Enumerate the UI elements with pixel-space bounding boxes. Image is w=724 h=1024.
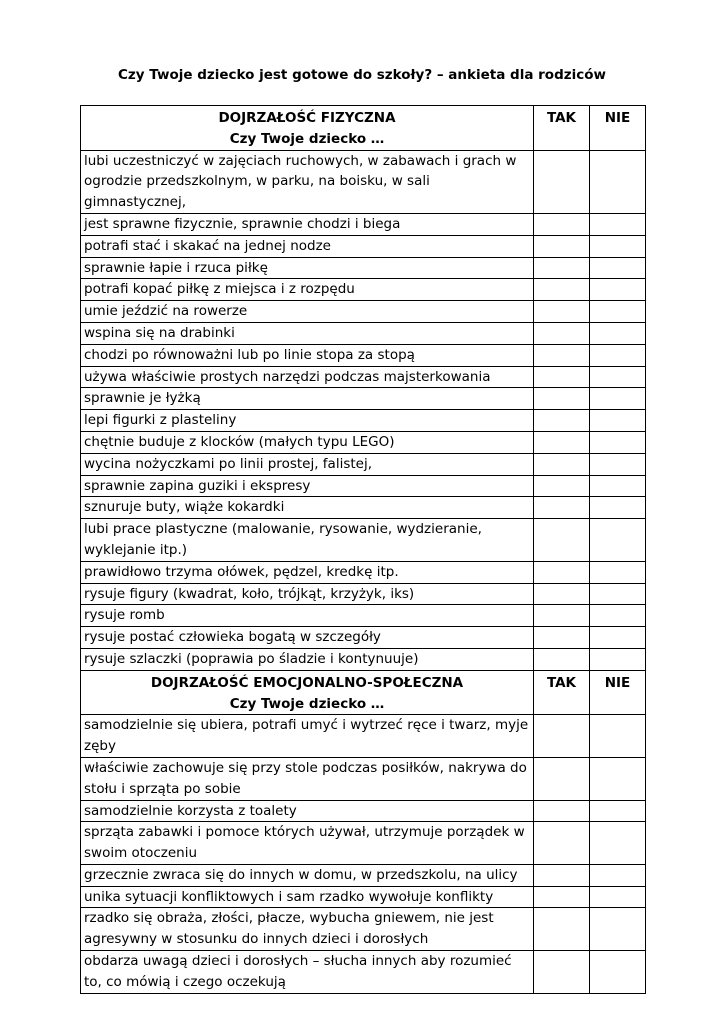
answer-tak-cell[interactable] <box>534 235 590 257</box>
column-header-nie: NIE <box>590 106 646 151</box>
question-text: jest sprawne fizycznie, sprawnie chodzi i biega <box>81 213 534 235</box>
answer-tak-cell[interactable] <box>534 366 590 388</box>
section-subtitle: Czy Twoje dziecko … <box>229 130 385 147</box>
question-row <box>81 344 646 366</box>
answer-nie-cell[interactable] <box>590 886 646 908</box>
answer-nie-cell[interactable] <box>590 279 646 301</box>
question-row <box>81 800 646 822</box>
answer-nie-cell[interactable] <box>590 627 646 649</box>
answer-tak-cell[interactable] <box>534 301 590 323</box>
answer-nie-cell[interactable] <box>590 475 646 497</box>
question-text: grzecznie zwraca się do innych w domu, w przedszkolu, na ulicy <box>81 864 534 886</box>
answer-nie-cell[interactable] <box>590 344 646 366</box>
question-row <box>81 366 646 388</box>
question-text: właściwie zachowuje się przy stole podczas posiłków, nakrywa do stołu i sprząta po sobie <box>81 757 534 800</box>
question-row <box>81 951 646 994</box>
answer-nie-cell[interactable] <box>590 388 646 410</box>
question-row <box>81 150 646 213</box>
question-text: rysuje postać człowieka bogatą w szczegóły <box>81 627 534 649</box>
question-text: rzadko się obraża, złości, płacze, wybucha gniewem, nie jest agresywny w stosunku do innych dzieci i dorosłych <box>81 908 534 951</box>
question-row <box>81 410 646 432</box>
answer-tak-cell[interactable] <box>534 213 590 235</box>
answer-tak-cell[interactable] <box>534 453 590 475</box>
section-header <box>81 106 646 151</box>
answer-tak-cell[interactable] <box>534 648 590 670</box>
answer-nie-cell[interactable] <box>590 908 646 951</box>
question-row <box>81 301 646 323</box>
answer-nie-cell[interactable] <box>590 410 646 432</box>
answer-nie-cell[interactable] <box>590 605 646 627</box>
answer-nie-cell[interactable] <box>590 951 646 994</box>
question-text: wspina się na drabinki <box>81 322 534 344</box>
question-text: sprawnie łapie i rzuca piłkę <box>81 257 534 279</box>
question-row <box>81 561 646 583</box>
question-text: chętnie buduje z klocków (małych typu LEGO) <box>81 431 534 453</box>
section-title: DOJRZAŁOŚĆ EMOCJONALNO-SPOŁECZNA <box>150 674 464 691</box>
answer-tak-cell[interactable] <box>534 410 590 432</box>
survey-table <box>80 105 646 994</box>
column-header-tak: TAK <box>534 106 590 151</box>
answer-nie-cell[interactable] <box>590 519 646 562</box>
question-row <box>81 213 646 235</box>
answer-tak-cell[interactable] <box>534 475 590 497</box>
question-row <box>81 627 646 649</box>
answer-tak-cell[interactable] <box>534 800 590 822</box>
question-text: unika sytuacji konfliktowych i sam rzadko wywołuje konflikty <box>81 886 534 908</box>
answer-tak-cell[interactable] <box>534 886 590 908</box>
question-row <box>81 235 646 257</box>
question-row <box>81 648 646 670</box>
answer-nie-cell[interactable] <box>590 453 646 475</box>
question-row <box>81 822 646 865</box>
answer-tak-cell[interactable] <box>534 822 590 865</box>
question-row <box>81 583 646 605</box>
answer-nie-cell[interactable] <box>590 583 646 605</box>
answer-tak-cell[interactable] <box>534 864 590 886</box>
answer-nie-cell[interactable] <box>590 150 646 213</box>
answer-tak-cell[interactable] <box>534 627 590 649</box>
question-row <box>81 715 646 758</box>
answer-tak-cell[interactable] <box>534 388 590 410</box>
answer-tak-cell[interactable] <box>534 757 590 800</box>
question-row <box>81 886 646 908</box>
answer-nie-cell[interactable] <box>590 213 646 235</box>
question-text: prawidłowo trzyma ołówek, pędzel, kredkę itp. <box>81 561 534 583</box>
question-text: potrafi kopać piłkę z miejsca i z rozpędu <box>81 279 534 301</box>
answer-nie-cell[interactable] <box>590 648 646 670</box>
column-header-tak: TAK <box>534 670 590 715</box>
question-text: sprawnie je łyżką <box>81 388 534 410</box>
question-text: sprząta zabawki i pomoce których używał, utrzymuje porządek w swoim otoczeniu <box>81 822 534 865</box>
question-text: obdarza uwagą dzieci i dorosłych – słucha innych aby rozumieć to, co mówią i czego oczekują <box>81 951 534 994</box>
question-text: umie jeździć na rowerze <box>81 301 534 323</box>
answer-nie-cell[interactable] <box>590 366 646 388</box>
question-row <box>81 279 646 301</box>
answer-tak-cell[interactable] <box>534 519 590 562</box>
answer-tak-cell[interactable] <box>534 583 590 605</box>
question-text: lubi uczestniczyć w zajęciach ruchowych, w zabawach i grach w ogrodzie przedszkolnym, w parku, na boisku, w sali gimnastycznej, <box>81 150 534 213</box>
section-title-cell <box>81 670 534 715</box>
question-text: wycina nożyczkami po linii prostej, falistej, <box>81 453 534 475</box>
question-text: samodzielnie korzysta z toalety <box>81 800 534 822</box>
answer-tak-cell[interactable] <box>534 951 590 994</box>
answer-tak-cell[interactable] <box>534 431 590 453</box>
question-text: lepi figurki z plasteliny <box>81 410 534 432</box>
question-text: sznuruje buty, wiąże kokardki <box>81 497 534 519</box>
answer-nie-cell[interactable] <box>590 757 646 800</box>
answer-tak-cell[interactable] <box>534 908 590 951</box>
section-header <box>81 670 646 715</box>
question-text: lubi prace plastyczne (malowanie, rysowanie, wydzieranie, wyklejanie itp.) <box>81 519 534 562</box>
answer-nie-cell[interactable] <box>590 561 646 583</box>
question-row <box>81 322 646 344</box>
answer-nie-cell[interactable] <box>590 822 646 865</box>
question-row <box>81 864 646 886</box>
answer-tak-cell[interactable] <box>534 322 590 344</box>
question-text: potrafi stać i skakać na jednej nodze <box>81 235 534 257</box>
question-text: samodzielnie się ubiera, potrafi umyć i wytrzeć ręce i twarz, myje zęby <box>81 715 534 758</box>
question-text: rysuje szlaczki (poprawia po śladzie i kontynuuje) <box>81 648 534 670</box>
answer-tak-cell[interactable] <box>534 150 590 213</box>
question-text: rysuje romb <box>81 605 534 627</box>
answer-tak-cell[interactable] <box>534 497 590 519</box>
answer-tak-cell[interactable] <box>534 605 590 627</box>
question-row <box>81 453 646 475</box>
answer-nie-cell[interactable] <box>590 431 646 453</box>
question-row <box>81 431 646 453</box>
answer-nie-cell[interactable] <box>590 257 646 279</box>
question-row <box>81 257 646 279</box>
question-text: używa właściwie prostych narzędzi podczas majsterkowania <box>81 366 534 388</box>
answer-tak-cell[interactable] <box>534 715 590 758</box>
question-text: sprawnie zapina guziki i ekspresy <box>81 475 534 497</box>
answer-nie-cell[interactable] <box>590 864 646 886</box>
question-row <box>81 605 646 627</box>
answer-tak-cell[interactable] <box>534 561 590 583</box>
answer-tak-cell[interactable] <box>534 344 590 366</box>
column-header-nie: NIE <box>590 670 646 715</box>
section-title: DOJRZAŁOŚĆ FIZYCZNA <box>218 110 396 126</box>
page-title: Czy Twoje dziecko jest gotowe do szkoły? – ankieta dla rodziców <box>118 67 606 83</box>
question-row <box>81 388 646 410</box>
answer-nie-cell[interactable] <box>590 497 646 519</box>
answer-nie-cell[interactable] <box>590 800 646 822</box>
answer-nie-cell[interactable] <box>590 322 646 344</box>
answer-tak-cell[interactable] <box>534 257 590 279</box>
answer-tak-cell[interactable] <box>534 279 590 301</box>
answer-nie-cell[interactable] <box>590 715 646 758</box>
question-text: chodzi po równoważni lub po linie stopa za stopą <box>81 344 534 366</box>
question-row <box>81 519 646 562</box>
question-row <box>81 475 646 497</box>
section-title-cell <box>81 106 534 151</box>
section-subtitle: Czy Twoje dziecko … <box>229 695 385 712</box>
answer-nie-cell[interactable] <box>590 301 646 323</box>
question-text: rysuje figury (kwadrat, koło, trójkąt, krzyżyk, iks) <box>81 583 534 605</box>
question-row <box>81 757 646 800</box>
question-row <box>81 497 646 519</box>
question-row <box>81 908 646 951</box>
answer-nie-cell[interactable] <box>590 235 646 257</box>
